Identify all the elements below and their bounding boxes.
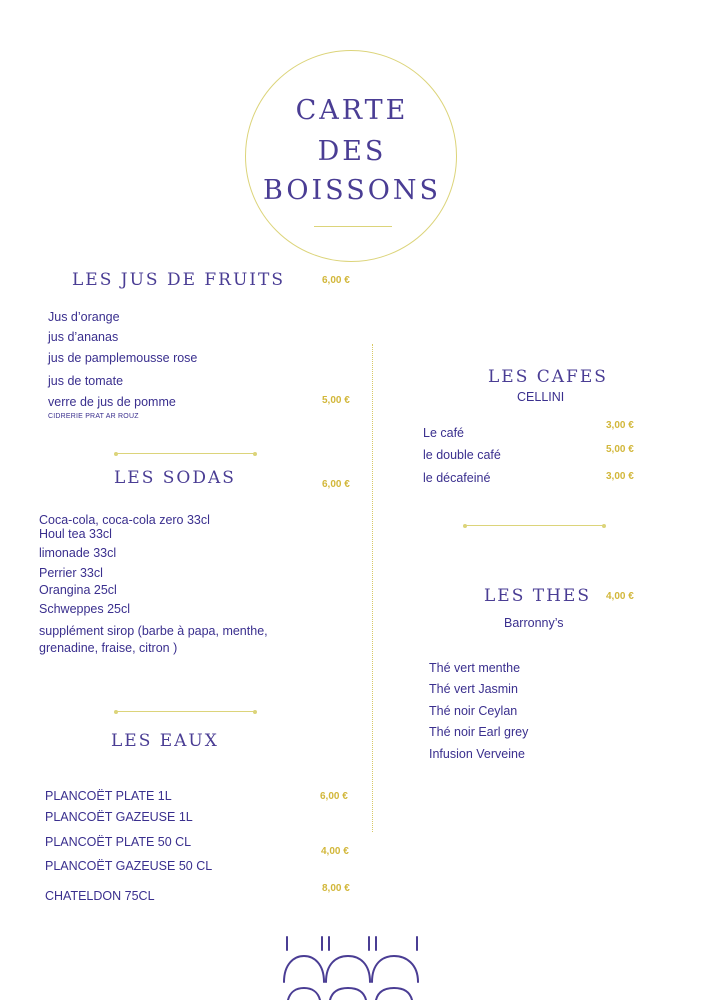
list-item: Jus d’orange bbox=[48, 310, 120, 324]
list-item: limonade 33cl bbox=[39, 546, 117, 560]
price-pomme: 5,00 € bbox=[322, 395, 350, 406]
list-item: PLANCOËT PLATE 1L bbox=[45, 789, 172, 803]
column-divider bbox=[372, 344, 373, 832]
title-line-1: CARTE bbox=[295, 95, 409, 126]
cidrerie-note: CIDRERIE PRAT AR ROUZ bbox=[48, 413, 139, 420]
list-item: CHATELDON 75CL bbox=[45, 889, 155, 903]
list-item: PLANCOËT GAZEUSE 1L bbox=[45, 810, 193, 824]
divider-ornament bbox=[116, 453, 255, 454]
wine-glasses-icon bbox=[278, 934, 428, 1000]
list-item: le double café bbox=[423, 448, 501, 462]
list-item: verre de jus de pomme bbox=[48, 395, 176, 409]
list-item: jus d’ananas bbox=[48, 330, 119, 344]
list-item: PLANCOËT PLATE 50 CL bbox=[45, 835, 192, 849]
price-decafeine: 3,00 € bbox=[606, 471, 634, 482]
section-title-jus: LES JUS DE FRUITS bbox=[72, 270, 286, 290]
divider-ornament bbox=[116, 711, 255, 712]
section-title-eaux: LES EAUX bbox=[111, 731, 219, 751]
list-item: Thé noir Ceylan bbox=[429, 704, 518, 718]
title-circle bbox=[245, 50, 457, 262]
list-item: jus de tomate bbox=[48, 374, 124, 388]
list-item: Thé vert Jasmin bbox=[429, 682, 518, 696]
price-thes: 4,00 € bbox=[606, 591, 634, 602]
supplement-line-1: supplément sirop (barbe à papa, menthe, bbox=[39, 624, 268, 638]
section-title-sodas: LES SODAS bbox=[114, 468, 236, 488]
list-item: Schweppes 25cl bbox=[39, 602, 131, 616]
list-item: Orangina 25cl bbox=[39, 583, 117, 597]
price-eaux-2: 4,00 € bbox=[321, 846, 349, 857]
list-item: Le café bbox=[423, 426, 465, 440]
cafes-brand: CELLINI bbox=[517, 390, 565, 404]
price-eaux-3: 8,00 € bbox=[322, 883, 350, 894]
list-item: PLANCOËT GAZEUSE 50 CL bbox=[45, 859, 213, 873]
list-item: Infusion Verveine bbox=[429, 747, 525, 761]
section-title-thes: LES THES bbox=[484, 586, 591, 606]
list-item: jus de pamplemousse rose bbox=[48, 351, 198, 365]
price-eaux-1: 6,00 € bbox=[320, 791, 348, 802]
list-item: Thé noir Earl grey bbox=[429, 725, 529, 739]
list-item: Thé vert menthe bbox=[429, 661, 521, 675]
list-item: Houl tea 33cl bbox=[39, 527, 112, 541]
list-item: Perrier 33cl bbox=[39, 566, 103, 580]
price-cafe: 3,00 € bbox=[606, 420, 634, 431]
thes-brand: Barronny’s bbox=[504, 616, 564, 630]
supplement-line-2: grenadine, fraise, citron ) bbox=[39, 641, 178, 655]
title-line-2: DES bbox=[317, 136, 387, 167]
price-jus: 6,00 € bbox=[322, 275, 350, 286]
divider-ornament bbox=[465, 525, 604, 526]
title-underline bbox=[314, 226, 392, 227]
list-item: Coca-cola, coca-cola zero 33cl bbox=[39, 513, 210, 527]
title-line-3: BOISSONS bbox=[263, 175, 441, 206]
price-sodas: 6,00 € bbox=[322, 479, 350, 490]
price-double-cafe: 5,00 € bbox=[606, 444, 634, 455]
list-item: le décafeiné bbox=[423, 471, 491, 485]
section-title-cafes: LES CAFES bbox=[488, 367, 608, 387]
